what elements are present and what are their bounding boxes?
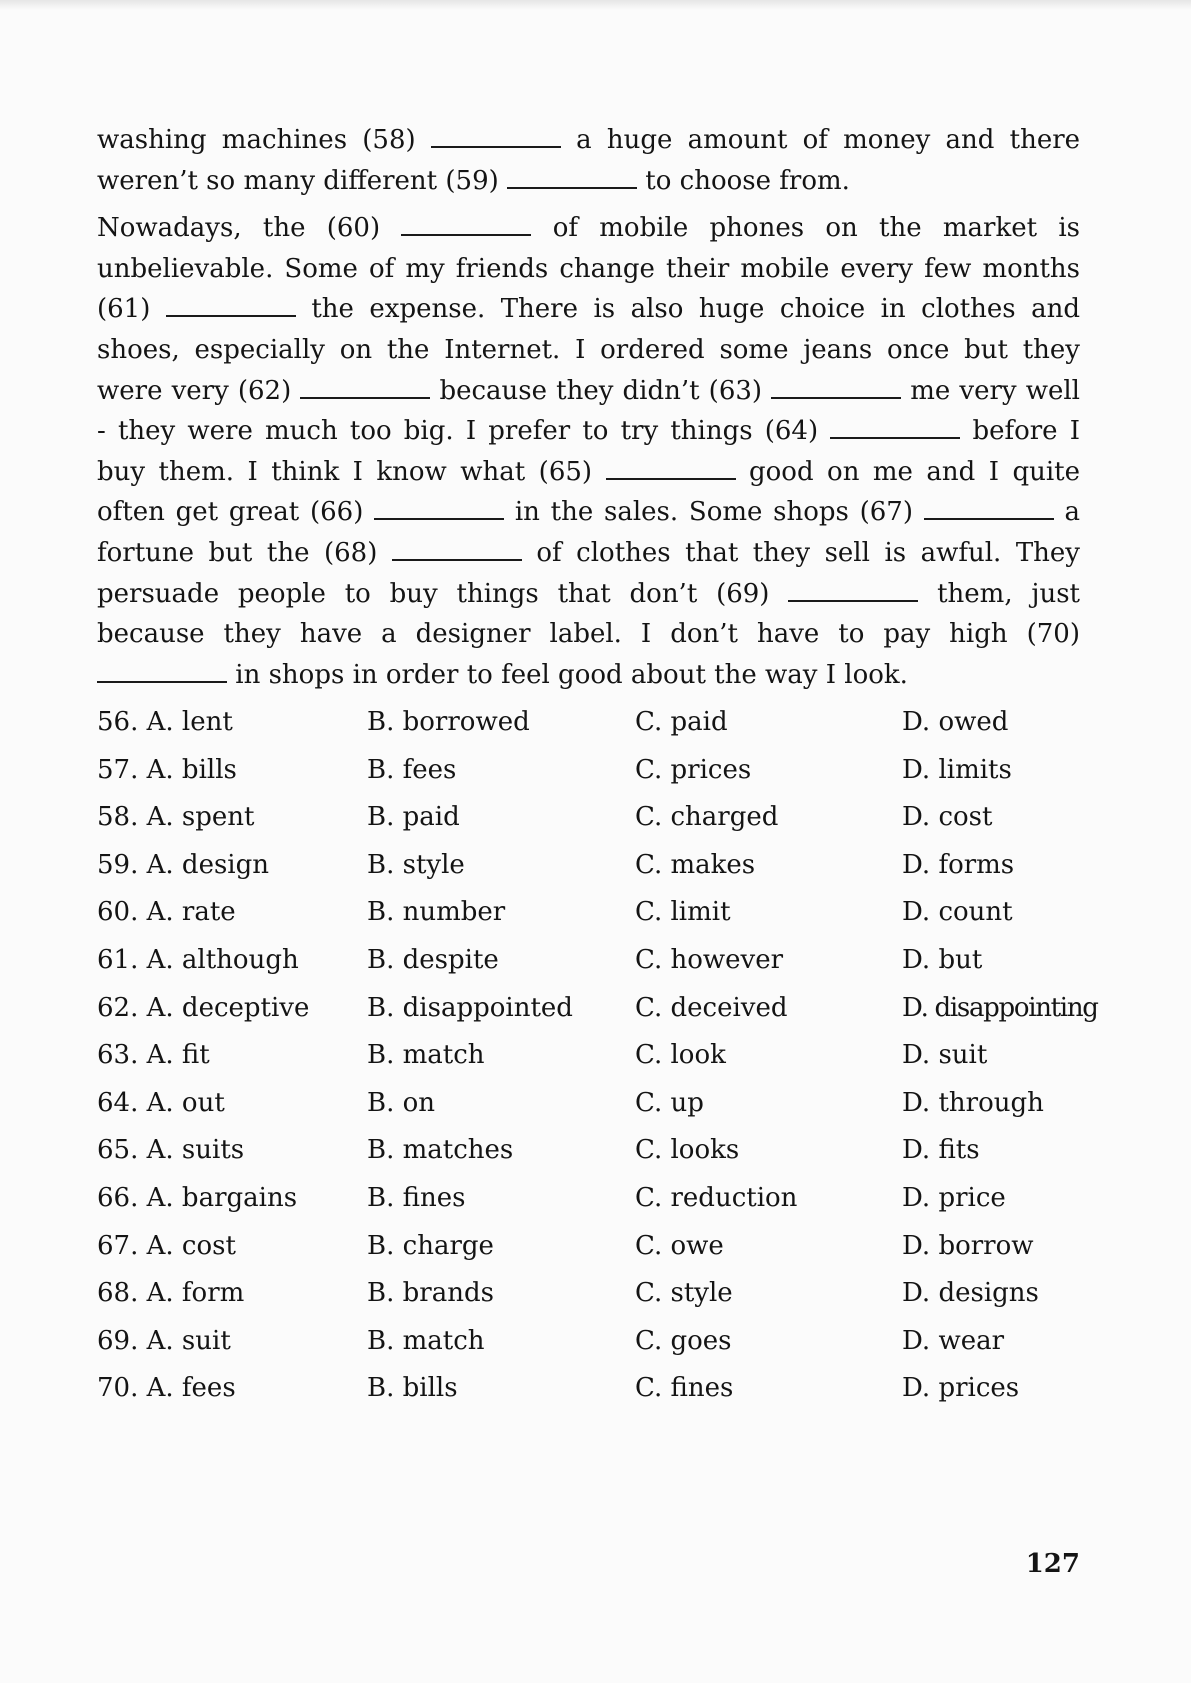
passage-text: in shops in order to feel good about the way I look. [235,659,908,690]
option-a[interactable]: 62. A. deceptive [97,992,310,1023]
option-c[interactable]: C. owe [635,1230,724,1261]
passage-text: of mobile phones on the market is unbelievable. Some of my friends change their mobile every few months (61) [97,213,1081,325]
passage-text: Nowadays, the (60) [97,213,381,244]
option-a[interactable]: 70. A. fees [97,1373,236,1404]
question-row [97,1127,1087,1175]
option-a[interactable]: 63. A. fit [97,1040,210,1071]
option-d[interactable]: D. suit [902,1040,988,1071]
passage-text: because they didn’t (63) [439,375,763,406]
option-d[interactable]: D. through [902,1087,1044,1118]
option-a[interactable]: 67. A. cost [97,1230,236,1261]
passage-text: them, just because they have a designer label. I don’t have to pay high (70) [97,578,1080,650]
option-c[interactable]: C. up [635,1087,704,1118]
option-b[interactable]: B. bills [367,1373,458,1404]
question-row [97,1318,1087,1366]
answer-blank-65[interactable] [606,477,736,480]
passage-text: of clothes that they sell is awful. They persuade people to buy things that don’t (69) [97,537,1080,609]
option-b[interactable]: B. brands [367,1278,494,1309]
passage-text: washing machines (58) [97,125,416,155]
option-d[interactable]: D. owed [902,707,1009,737]
passage-text: in the sales. Some shops (67) [514,497,913,528]
question-row [97,699,1087,747]
option-d[interactable]: D. prices [902,1373,1020,1404]
option-d[interactable]: D. borrow [902,1230,1034,1261]
option-b[interactable]: B. matches [367,1135,514,1166]
answer-blank-60[interactable] [401,233,531,236]
option-b[interactable]: B. fees [367,754,457,785]
passage-paragraph-2 [97,208,1080,695]
option-c[interactable]: C. prices [635,754,752,785]
question-row [97,1365,1087,1413]
option-b[interactable]: B. match [367,1040,485,1071]
option-b[interactable]: B. paid [367,802,460,833]
option-c[interactable]: C. deceived [635,992,788,1023]
passage-text: me very well - they were much too big. I prefer to try things (64) [97,375,1081,447]
option-a[interactable]: 58. A. spent [97,802,255,833]
passage-text: before I buy them. I think I know what (65) [97,416,1080,487]
option-a[interactable]: 66. A. bargains [97,1182,298,1213]
option-d[interactable]: D. count [902,897,1013,928]
question-row [97,747,1087,795]
answer-options [97,699,1098,1413]
question-row [97,889,1087,937]
question-row [97,794,1087,842]
passage-text: a huge amount of money and there weren’t so many different (59) [97,125,1081,196]
answer-blank-64[interactable] [830,436,960,439]
option-d[interactable]: D. limits [902,754,1012,785]
option-c[interactable]: C. look [635,1040,726,1071]
option-c[interactable]: C. charged [635,802,779,833]
answer-blank-66[interactable] [374,517,504,520]
option-d[interactable]: D. designs [902,1278,1039,1309]
option-a[interactable]: 68. A. form [97,1278,245,1309]
passage-text: a fortune but the (68) [97,497,1080,568]
option-d[interactable]: D. price [902,1182,1006,1213]
option-a[interactable]: 69. A. suit [97,1325,231,1356]
question-row [97,842,1087,890]
question-row [97,985,1098,1033]
answer-blank-67[interactable] [924,517,1054,520]
passage-text: the expense. There is also huge choice in clothes and shoes, especially on the Internet. I ordered some jeans once but they were very (62) [97,294,1080,406]
option-b[interactable]: B. borrowed [367,707,530,737]
option-c[interactable]: C. however [635,944,784,975]
option-d[interactable]: D. fits [902,1135,980,1166]
passage-text: to choose from. [645,165,850,196]
option-b[interactable]: B. fines [367,1182,466,1213]
option-c[interactable]: C. looks [635,1135,740,1166]
question-row [97,937,1087,985]
answer-blank-62[interactable] [300,396,430,399]
question-row [97,1032,1087,1080]
answer-blank-63[interactable] [771,396,901,399]
option-c[interactable]: C. fines [635,1373,734,1404]
page-number: 127 [1025,1549,1080,1579]
option-c[interactable]: C. makes [635,849,756,880]
answer-blank-69[interactable] [788,599,918,602]
option-a[interactable]: 59. A. design [97,849,269,880]
option-c[interactable]: C. style [635,1278,733,1309]
option-d[interactable]: D. disappointing [902,992,1098,1023]
passage [97,120,1080,695]
option-a[interactable]: 61. A. although [97,944,299,975]
option-c[interactable]: C. limit [635,897,731,928]
answer-blank-59[interactable] [507,186,637,189]
question-row [97,1223,1087,1271]
answer-blank-58[interactable] [431,145,561,148]
option-c[interactable]: C. reduction [635,1182,798,1213]
answer-blank-68[interactable] [392,558,522,561]
option-d[interactable]: D. wear [902,1325,1005,1356]
passage-text: good on me and I quite often get great (66) [97,456,1081,528]
option-d[interactable]: D. cost [902,802,993,833]
option-a[interactable]: 57. A. bills [97,754,237,785]
answer-blank-61[interactable] [166,314,296,317]
option-a[interactable]: 60. A. rate [97,897,236,928]
option-b[interactable]: B. match [367,1325,485,1356]
option-b[interactable]: B. on [367,1087,436,1118]
option-a[interactable]: 65. A. suits [97,1135,245,1166]
passage-paragraph-1 [97,120,1080,201]
answer-blank-70[interactable] [97,680,227,683]
option-b[interactable]: B. number [367,897,506,928]
option-b[interactable]: B. despite [367,944,499,975]
question-row [97,1080,1087,1128]
option-d[interactable]: D. but [902,944,983,975]
option-b[interactable]: B. style [367,849,465,880]
question-row [97,1175,1087,1223]
option-d[interactable]: D. forms [902,849,1015,880]
option-b[interactable]: B. disappointed [367,992,573,1023]
option-c[interactable]: C. goes [635,1325,732,1356]
option-a[interactable]: 56. A. lent [97,707,233,737]
option-a[interactable]: 64. A. out [97,1087,225,1118]
option-b[interactable]: B. charge [367,1230,494,1261]
option-c[interactable]: C. paid [635,707,728,737]
page-edge-shadow [0,0,1191,10]
question-row [97,1270,1087,1318]
